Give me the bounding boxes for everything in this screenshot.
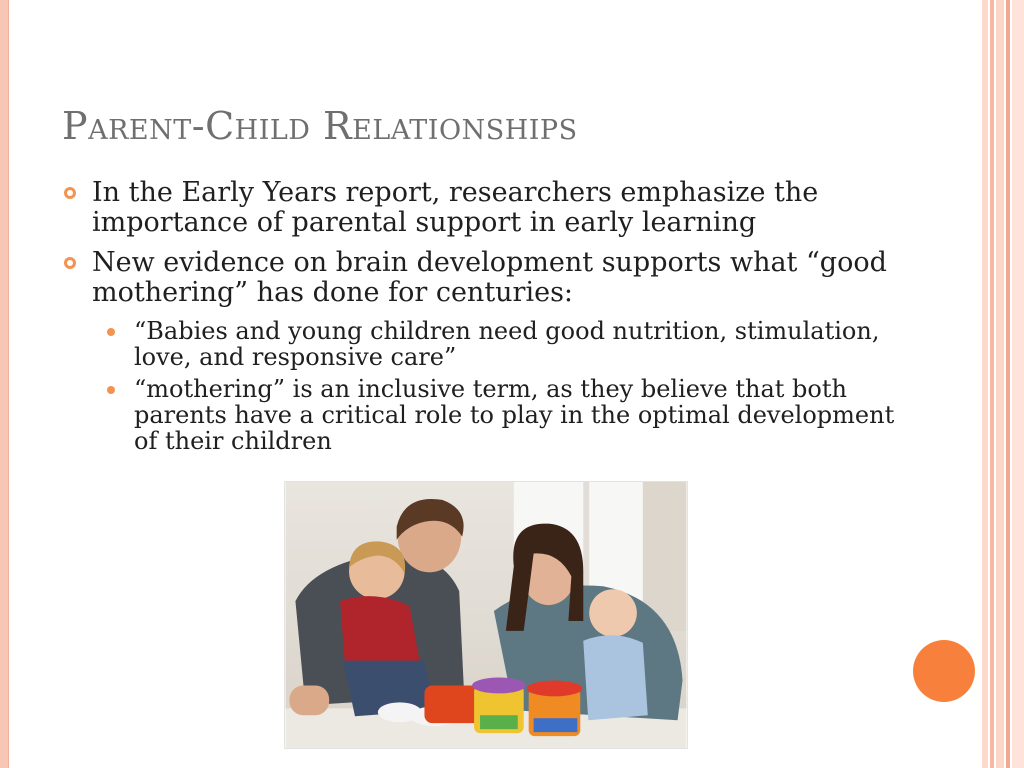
bullet-item bbox=[62, 178, 922, 238]
stripe bbox=[990, 0, 994, 768]
stripe bbox=[996, 0, 1004, 768]
sub-bullet-text: “mothering” is an inclusive term, as they believe that both parents have a critical role to play in the optimal development of their children bbox=[134, 375, 895, 455]
stripe bbox=[1012, 0, 1024, 768]
bullet-text: In the Early Years report, researchers emphasize the importance of parental support in early learning bbox=[92, 177, 819, 238]
sub-bullet-text: “Babies and young children need good nutrition, stimulation, love, and responsive care” bbox=[134, 317, 880, 371]
right-decorative-stripes bbox=[982, 0, 1024, 768]
bullet-list bbox=[62, 178, 922, 458]
ring-bullet-icon bbox=[64, 257, 76, 269]
sub-bullet-item bbox=[62, 376, 922, 454]
stripe bbox=[982, 0, 988, 768]
ring-bullet-icon bbox=[64, 187, 76, 199]
orange-circle-decoration bbox=[913, 640, 975, 702]
left-border-stripe bbox=[0, 0, 9, 768]
dot-bullet-icon bbox=[107, 328, 115, 336]
dot-bullet-icon bbox=[107, 386, 115, 394]
bullet-item bbox=[62, 248, 922, 308]
bullet-text: New evidence on brain development supports what “good mothering” has done for centuries: bbox=[92, 247, 887, 308]
sub-bullet-item bbox=[62, 318, 922, 370]
stripe bbox=[1006, 0, 1010, 768]
family-photo bbox=[284, 481, 688, 749]
slide-title: Parent-Child Relationships bbox=[62, 104, 578, 148]
